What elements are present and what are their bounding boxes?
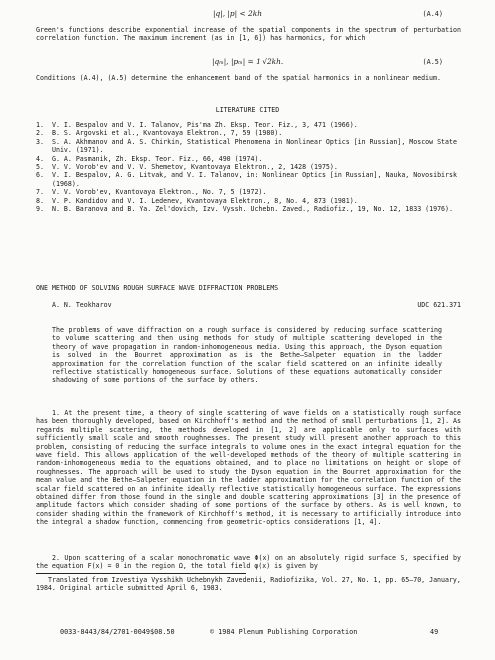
equation-a4 bbox=[0, 10, 495, 20]
footnote-rule bbox=[36, 573, 246, 574]
reference-text: V. I. Bespalov, A. G. Litvak, and V. I. Talanov, in: Nonlinear Optics [in Russian], Nauka, Novosibirsk (1968). bbox=[52, 171, 457, 188]
greens-paragraph: Green's functions describe exponential increase of the spatial components in the spectrum of perturbation correlation function. The maximum increment (as in [1, 6]) has harmonics, for which bbox=[36, 26, 461, 43]
reference-number: 8. bbox=[36, 196, 44, 205]
reference-item bbox=[36, 188, 466, 196]
abstract-text: The problems of wave diffraction on a rough surface is considered by reducing surface scattering to volume scattering and then using methods for study of multiple scattering developed in the theory of wave propagation in random-inhomogeneous media. Using this approach, the Dyson equation is solved in the Bourret approximation as is the Bethe–Salpeter equation in the ladder approximation for the correlation function of the scalar field scattered on an infinite ideally reflective statistically homogeneous surface. Solutions of these equations automatically consider shadowing of some portions of the surface by others. bbox=[52, 326, 442, 385]
reference-number: 1. bbox=[36, 121, 44, 129]
reference-item bbox=[36, 163, 466, 171]
reference-text: V. I. Bespalov and V. I. Talanov, Pis'ma Zh. Eksp. Teor. Fiz., 3, 471 (1966). bbox=[52, 121, 358, 129]
reference-item bbox=[36, 197, 466, 205]
equation-a4-number: (A.4) bbox=[422, 10, 443, 18]
reference-text: V. V. Vorob'ev, Kvantovaya Elektron., No. 7, 5 (1972). bbox=[52, 188, 267, 197]
reference-number: 3. bbox=[36, 137, 44, 146]
reference-list bbox=[36, 121, 466, 213]
reference-item bbox=[36, 171, 466, 188]
reference-text: S. A. Akhmanov and A. S. Chirkin, Statistical Phenomena in Nonlinear Optics [in Russian], Moscow State Univ. (1971). bbox=[52, 137, 457, 155]
reference-text: V. P. Kandidov and V. I. Ledenev, Kvantovaya Elektron., 8, No. 4, 873 (1981). bbox=[52, 196, 358, 205]
reference-text: G. A. Pasmanik, Zh. Eksp. Teor. Fiz., 66, 490 (1974). bbox=[52, 154, 263, 163]
reference-number: 4. bbox=[36, 154, 44, 163]
reference-number: 9. bbox=[36, 205, 44, 214]
reference-item bbox=[36, 129, 466, 137]
author-name: A. N. Teokharov bbox=[52, 301, 112, 309]
literature-heading: LITERATURE CITED bbox=[215, 106, 280, 114]
reference-number: 6. bbox=[36, 171, 44, 180]
reference-item bbox=[36, 205, 466, 213]
section-1-text: 1. At the present time, a theory of single scattering of wave fields on a statistically rough surface has been thoroughly developed, based on Kirchhoff's method and the method of small perturbations [1, 2]. As regards multiple scattering, the methods developed in [1, 2] are applicable only to surfaces with sufficiently small scale and smooth roughnesses. The present study will present another approach to this problem, consisting of reducing the surface integrals to volume ones in the exact integral equation for the wave field. This allows application of the well-developed methods of the theory of multiple scattering in random-inhomogeneous media to the equations obtained, and to place no limitations on height or slope of roughnesses. The approach will be used to study the Dyson equation in the Bourret approximation for the mean value and the Bethe–Salpeter equation in the ladder approximation for the correlation function of the scalar field scattered on an infinite ideally reflective statistically homogeneous surface. The expressions obtained differ from those found in the single and double scattering approximations [3] in the presence of amplitude factors which consider shading of some portions of the surface by others. As is well known, to consider shading within the framework of Kirchhoff's method, it is necessary to artificially introduce into the integral a shadow function, commencing from geometric-optics considerations [1, 4]. bbox=[36, 409, 461, 527]
footer-page-number: 49 bbox=[430, 628, 439, 636]
equation-a5-number: (A.5) bbox=[422, 58, 443, 66]
reference-text: V. V. Vorob'ev and V. V. Shemetov, Kvantovaya Elektron., 2, 1428 (1975). bbox=[52, 163, 338, 172]
reference-item bbox=[36, 155, 466, 163]
reference-text: N. B. Baranova and B. Ya. Zel'dovich, Izv. Vyssh. Uchebn. Zaved., Radiofiz., 19, No. 12, 1833 (1976). bbox=[52, 205, 453, 214]
footnote-text: Translated from Izvestiya Vysshikh Uchebnykh Zavedenii, Radiofizika, Vol. 27, No. 1, pp. 65–70, January, 1984. Original article submitted April 6, 1983. bbox=[36, 576, 461, 593]
reference-text: B. S. Argovski et al., Kvantovaya Elektron., 7, 59 (1980). bbox=[52, 129, 283, 138]
footer-code: 0033-8443/84/2701-0049$08.50 bbox=[60, 628, 175, 636]
conditions-paragraph: Conditions (A.4), (A.5) determine the enhancement band of the spatial harmonics in a nonlinear medium. bbox=[36, 74, 441, 82]
reference-number: 7. bbox=[36, 188, 44, 197]
reference-item bbox=[36, 138, 466, 155]
article-title: ONE METHOD OF SOLVING ROUGH SURFACE WAVE DIFFRACTION PROBLEMS bbox=[36, 284, 279, 292]
footer-copyright: © 1984 Plenum Publishing Corporation bbox=[210, 628, 358, 636]
equation-a4-formula: |q|, |p| < 2kh bbox=[213, 9, 262, 18]
equation-a5 bbox=[0, 58, 495, 68]
section-2-text: 2. Upon scattering of a scalar monochromatic wave Φ(x) on an absolutely rigid surface S, specified by the equation F(x) = 0 in the region Ω, the total field φ(x) is given by bbox=[36, 554, 461, 571]
reference-number: 2. bbox=[36, 129, 44, 138]
reference-item bbox=[36, 121, 466, 129]
udc-code: UDC 621.371 bbox=[417, 301, 461, 309]
reference-number: 5. bbox=[36, 163, 44, 172]
equation-a5-formula: |qₘ|, |pₘ| = 1 √2kh. bbox=[212, 57, 284, 66]
